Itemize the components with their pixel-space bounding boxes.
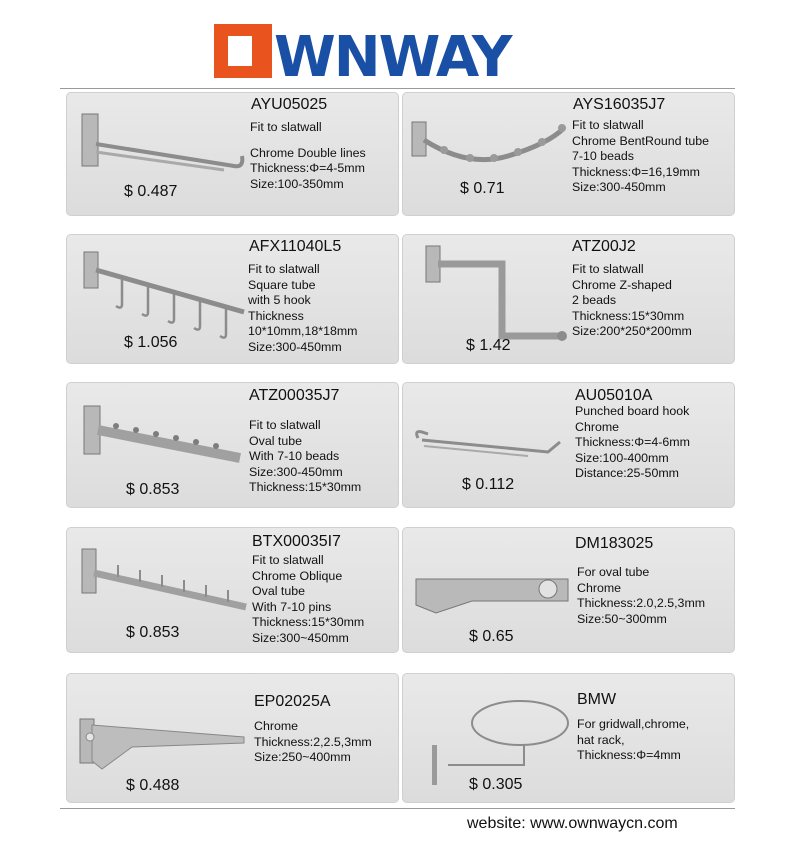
product-code: BMW (577, 691, 617, 708)
oval-tube-bracket-image (412, 569, 582, 619)
product-description: Fit to slatwall Oval tube With 7-10 beads Size:300-450mm Thickness:15*30mm (249, 418, 362, 495)
product-description: For gridwall,chrome, hat rack, Thickness:Φ=4mm (577, 717, 690, 763)
product-description: For oval tube Chrome Thickness:2.0,2.5,3mm Size:50~300mm (577, 565, 706, 626)
product-code: ATZ00035J7 (249, 387, 340, 404)
slatwall-double-line-hook-image (74, 104, 254, 194)
ownway-logo (214, 22, 584, 82)
product-card-ayu05025 (66, 92, 399, 216)
oval-tube-beads-arm-image (76, 396, 256, 486)
product-code: AU05010A (575, 387, 653, 404)
product-price: $ 0.71 (460, 180, 505, 197)
square-tube-5-hook-image (74, 246, 254, 346)
header-divider (60, 88, 735, 89)
product-price: $ 0.112 (462, 476, 515, 493)
punched-board-hook-image (408, 410, 578, 480)
product-description: Fit to slatwall Chrome BentRound tube 7-10 beads Thickness:Φ=16,19mm Size:300-450mm (572, 118, 710, 195)
logo-text: WNWAY (274, 25, 511, 82)
product-card-bmw (402, 673, 735, 803)
product-code: ATZ00J2 (572, 238, 636, 255)
product-card-atz00j2 (402, 234, 735, 364)
product-price: $ 1.42 (466, 337, 511, 354)
product-code: EP02025A (254, 693, 331, 710)
website-link[interactable]: website: www.ownwaycn.com (467, 815, 678, 832)
product-price: $ 0.65 (469, 628, 514, 645)
product-description: Fit to slatwall Chrome Oblique Oval tube With 7-10 pins Thickness:15*30mm Size:300~450mm (252, 553, 365, 645)
product-card-dm183025 (402, 527, 735, 653)
footer-divider (60, 808, 735, 809)
product-description: Fit to slatwall Chrome Double lines Thickness:Φ=4-5mm Size:100-350mm (250, 120, 366, 191)
product-card-ays16035j7 (402, 92, 735, 216)
product-price: $ 0.853 (126, 624, 180, 641)
product-card-atz00035j7 (66, 382, 399, 508)
product-card-btx00035i7 (66, 527, 399, 653)
product-price: $ 1.056 (124, 334, 178, 351)
product-description: Punched board hook Chrome Thickness:Φ=4-6mm Size:100-400mm Distance:25-50mm (575, 404, 690, 481)
slatwall-bracket-arm-image (72, 695, 252, 785)
product-description: Fit to slatwall Chrome Z-shaped 2 beads Thickness:15*30mm Size:200*250*200mm (572, 262, 692, 339)
oblique-oval-tube-pins-image (74, 537, 254, 627)
product-price: $ 0.488 (126, 777, 180, 794)
bent-round-tube-hook-image (408, 108, 578, 188)
product-card-afx11040l5 (66, 234, 399, 364)
product-code: AFX11040L5 (249, 238, 342, 255)
product-card-ep02025a (66, 673, 399, 803)
product-code: AYS16035J7 (573, 96, 666, 113)
product-price: $ 0.853 (126, 481, 180, 498)
product-code: DM183025 (575, 535, 654, 552)
product-price: $ 0.487 (124, 183, 178, 200)
product-description: Fit to slatwall Square tube with 5 hook Thickness 10*10mm,18*18mm Size:300-450mm (248, 262, 358, 354)
product-card-au05010a (402, 382, 735, 508)
product-description: Chrome Thickness:2,2.5,3mm Size:250~400mm (254, 719, 372, 765)
product-code: BTX00035I7 (252, 533, 341, 550)
product-code: AYU05025 (251, 96, 328, 113)
product-price: $ 0.305 (469, 776, 523, 793)
